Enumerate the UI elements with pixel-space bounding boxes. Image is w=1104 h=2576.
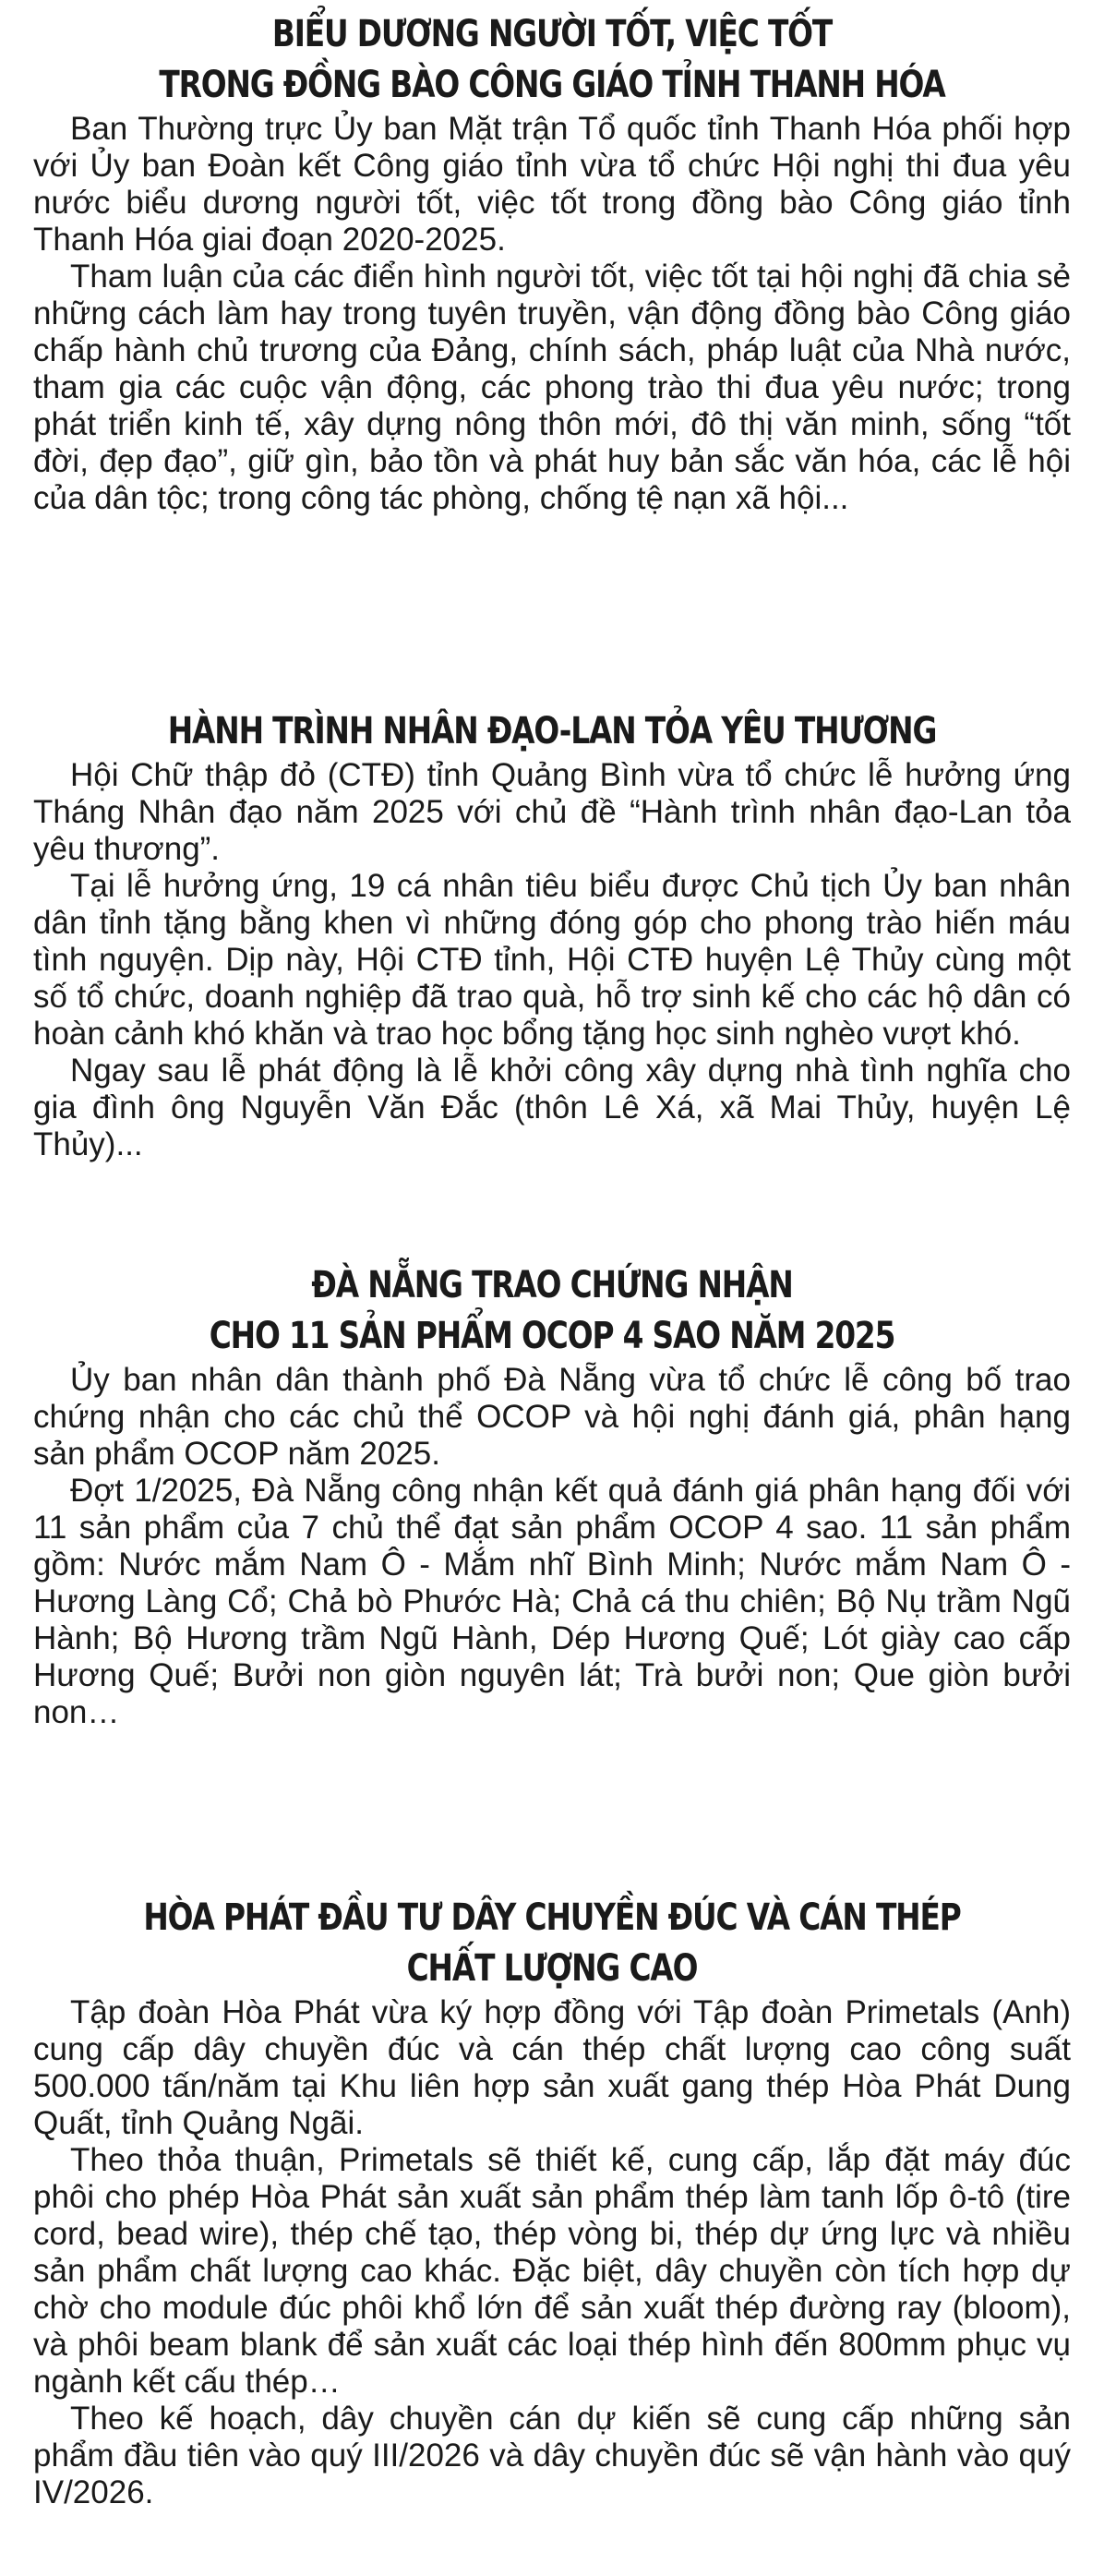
paragraph: Tại lễ hưởng ứng, 19 cá nhân tiêu biểu được Chủ tịch Ủy ban nhân dân tỉnh tặng bằng khen vì những đóng góp cho phong trào hiến máu tình nguyện. Dịp này, Hội CTĐ tỉnh, Hội CTĐ huyện Lệ Thủy cùng một số tổ chức, doanh nghiệp đã trao quà, hỗ trợ sinh kế cho các hộ dân có hoàn cảnh khó khăn và trao học bổng tặng học sinh nghèo vượt khó.	[33, 868, 1071, 1052]
headline	[126, 9, 978, 111]
paragraph: Tập đoàn Hòa Phát vừa ký hợp đồng với Tập đoàn Primetals (Anh) cung cấp dây chuyền đúc và cán thép chất lượng cao công suất 500.000 tấn/năm tại Khu liên hợp sản xuất gang thép Hòa Phát Dung Quất, tỉnh Quảng Ngãi.	[33, 1994, 1071, 2141]
headline-line: CHẤT LƯỢNG CAO	[406, 1947, 698, 1990]
paragraph: Theo thỏa thuận, Primetals sẽ thiết kế, cung cấp, lắp đặt máy đúc phôi cho phép Hòa Phát sản xuất sản phẩm thép làm tanh lốp ô-tô (tire cord, bead wire), thép chế tạo, thép vòng bi, thép dự ứng lực và nhiều sản phẩm chất lượng cao khác. Đặc biệt, dây chuyền còn tích hợp dự chờ cho module đúc phôi khổ lớn để sản xuất thép đường ray (bloom), và phôi beam blank để sản xuất các loại thép hình đến 800mm phục vụ ngành kết cấu thép…	[33, 2142, 1071, 2400]
article-da-nang	[33, 1260, 1071, 1893]
headline	[126, 706, 978, 757]
paragraph: Ban Thường trực Ủy ban Mặt trận Tổ quốc tỉnh Thanh Hóa phối hợp với Ủy ban Đoàn kết Công giáo tỉnh vừa tổ chức Hội nghị thi đua yêu nước biểu dương người tốt, việc tốt trong đồng bào Công giáo tỉnh Thanh Hóa giai đoạn 2020-2025.	[33, 111, 1071, 258]
paragraph: Hội Chữ thập đỏ (CTĐ) tỉnh Quảng Bình vừa tổ chức lễ hưởng ứng Tháng Nhân đạo năm 2025 với chủ đề “Hành trình nhân đạo-Lan tỏa yêu thương”.	[33, 757, 1071, 867]
headline-line: HÀNH TRÌNH NHÂN ĐẠO-LAN TỎA YÊU THƯƠNG	[167, 710, 937, 752]
paragraph: Theo kế hoạch, dây chuyền cán dự kiến sẽ cung cấp những sản phẩm đầu tiên vào quý III/2026 và dây chuyền đúc sẽ vận hành vào quý IV/2026.	[33, 2401, 1071, 2510]
headline-line: ĐÀ NẴNG TRAO CHỨNG NHẬN	[311, 1264, 793, 1306]
paragraph: Tham luận của các điển hình người tốt, việc tốt tại hội nghị đã chia sẻ những cách làm hay trong tuyên truyền, vận động đồng bào Công giáo chấp hành chủ trương của Đảng, chính sách, pháp luật của Nhà nước, tham gia các cuộc vận động, các phong trào thi đua yêu nước; trong phát triển kinh tế, xây dựng nông thôn mới, đô thị văn minh, sống “tốt đời, đẹp đạo”, giữ gìn, bảo tồn và phát huy bản sắc văn hóa, các lễ hội của dân tộc; trong công tác phòng, chống tệ nạn xã hội...	[33, 259, 1071, 516]
paragraph: Ủy ban nhân dân thành phố Đà Nẵng vừa tổ chức lễ công bố trao chứng nhận cho các chủ thể OCOP và hội nghị đánh giá, phân hạng sản phẩm OCOP năm 2025.	[33, 1362, 1071, 1472]
paragraph: Đợt 1/2025, Đà Nẵng công nhận kết quả đánh giá phân hạng đối với 11 sản phẩm của 7 chủ thể đạt sản phẩm OCOP 4 sao. 11 sản phẩm gồm: Nước mắm Nam Ô - Mắm nhĩ Bình Minh; Nước mắm Nam Ô - Hương Làng Cổ; Chả bò Phước Hà; Chả cá thu chiên; Bộ Nụ trầm Ngũ Hành; Bộ Hương trầm Ngũ Hành, Dép Hương Quế; Lót giày cao cấp Hương Quế; Bưởi non giòn nguyên lát; Trà bưởi non; Que giòn bưởi non…	[33, 1473, 1071, 1730]
headline-line: CHO 11 SẢN PHẨM OCOP 4 SAO NĂM 2025	[209, 1315, 895, 1357]
headline-line: HÒA PHÁT ĐẦU TƯ DÂY CHUYỀN ĐÚC VÀ CÁN THÉP	[143, 1896, 961, 1939]
headline-line: TRONG ĐỒNG BÀO CÔNG GIÁO TỈNH THANH HÓA	[159, 64, 945, 106]
article-hoa-phat	[33, 1893, 1071, 2576]
headline-line: BIỂU DƯƠNG NGƯỜI TỐT, VIỆC TỐT	[271, 13, 833, 55]
headline	[126, 1893, 978, 1994]
headline	[126, 1260, 978, 1362]
paragraph: Ngay sau lễ phát động là lễ khởi công xây dựng nhà tình nghĩa cho gia đình ông Nguyễn Văn Đắc (thôn Lê Xá, xã Mai Thủy, huyện Lệ Thủy)...	[33, 1053, 1071, 1162]
article-thanh-hoa	[33, 9, 1071, 706]
article-quang-binh	[33, 706, 1071, 1260]
